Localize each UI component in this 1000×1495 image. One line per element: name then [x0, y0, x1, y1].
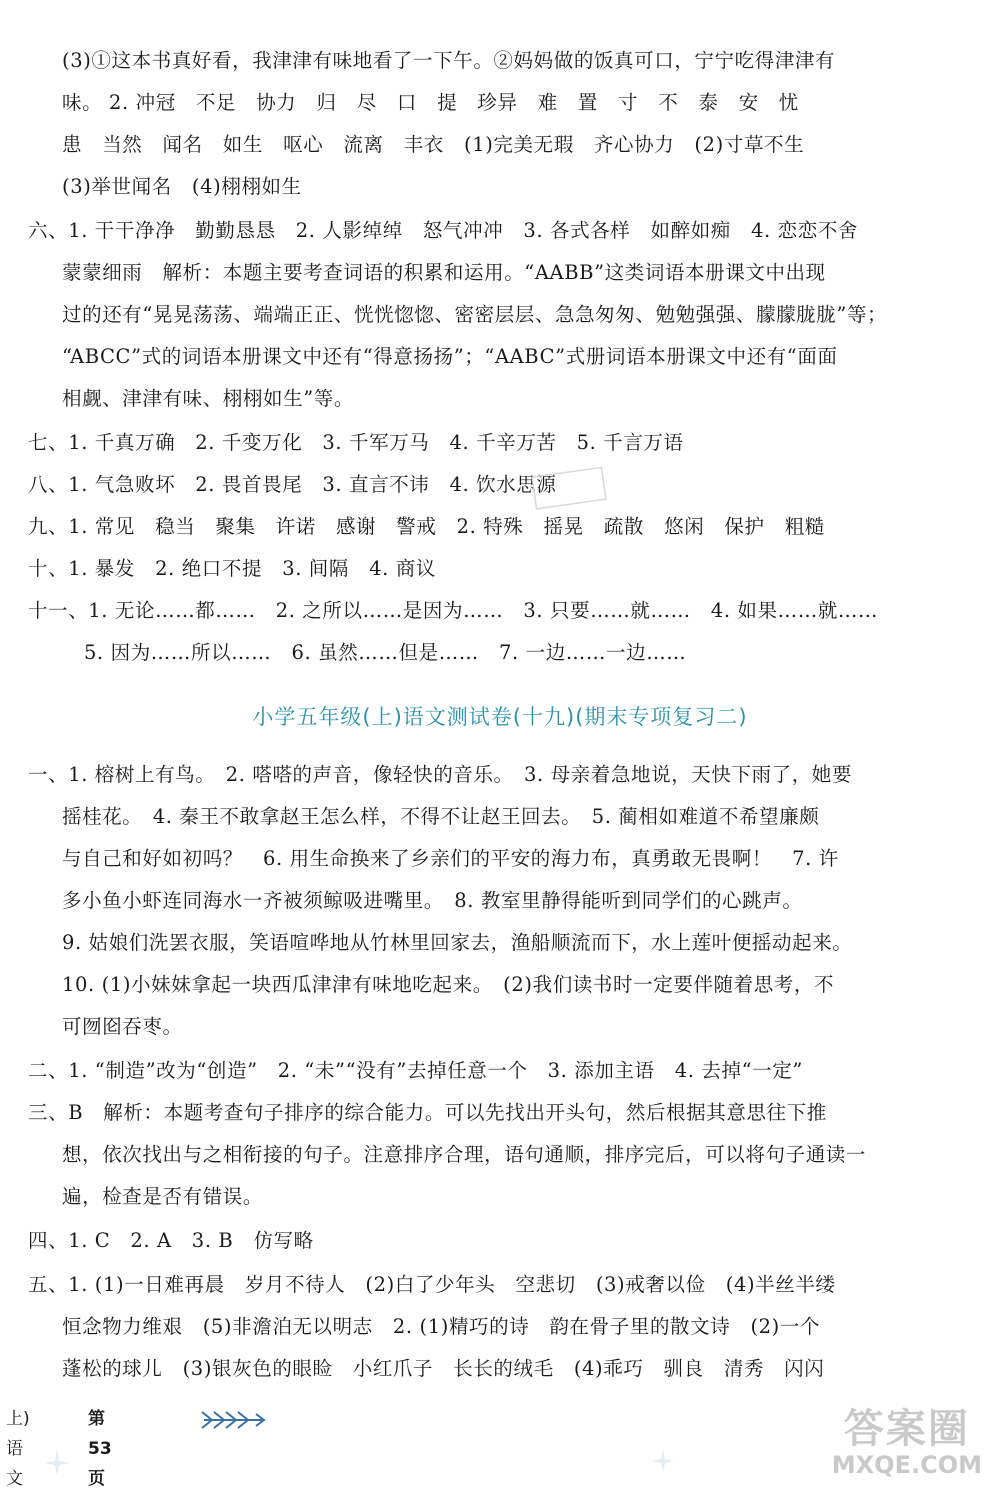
section-five: 五、1. (1)一日难再晨 岁月不待人 (2)白了少年头 空悲切 (3)戒奢以俭 (4)半丝半缕 — [28, 1273, 836, 1296]
text-line: (3)①这本书真好看，我津津有味地看了一下午。②妈妈做的饭真可口，宁宁吃得津津有 — [62, 49, 836, 72]
text-line: 遍，检查是否有错误。 — [62, 1185, 264, 1208]
text-line: 摇桂花。 4. 秦王不敢拿赵王怎么样，不得不让赵王回去。 5. 蔺相如难道不希望廉颇 — [62, 805, 820, 828]
text-line: 蓬松的球儿 (3)银灰色的眼睑 小红爪子 长长的绒毛 (4)乖巧 驯良 清秀 闪闪 — [62, 1357, 825, 1380]
text-line: 5. 因为……所以…… 6. 虽然……但是…… 7. 一边……一边…… — [84, 641, 687, 664]
text-line: 可囫囵吞枣。 — [62, 1015, 183, 1038]
section-one: 一、1. 榕树上有鸟。 2. 嗒嗒的声音，像轻快的音乐。 3. 母亲着急地说，天快下雨了，她要 — [28, 763, 853, 786]
text-line: 患 当然 闻名 如生 呕心 流离 丰衣 (1)完美无瑕 齐心协力 (2)寸草不生 — [62, 133, 805, 156]
section-eleven: 十一、1. 无论……都…… 2. 之所以……是因为…… 3. 只要……就…… 4. 如果……就…… — [28, 599, 879, 622]
section-ten: 十、1. 暴发 2. 绝口不提 3. 间隔 4. 商议 — [28, 557, 436, 580]
arrows-icon — [200, 1408, 270, 1432]
sparkle-icon — [42, 1448, 72, 1478]
text-line: “ABCC”式的词语本册课文中还有“得意扬扬”；“AABC”式册词语本册课文中还有“面面 — [62, 345, 838, 368]
text-line: 9. 姑娘们洗罢衣服，笑语喧哗地从竹林里回家去，渔船顺流而下，水上莲叶便摇动起来。 — [62, 931, 853, 954]
text-line: 过的还有“晃晃荡荡、端端正正、恍恍惚惚、密密层层、急急匆匆、勉勉强强、朦朦胧胧”等； — [62, 303, 888, 326]
watermark-logo: 答案圈 — [843, 1406, 970, 1452]
text-line: 相觑、津津有味、栩栩如生”等。 — [62, 387, 354, 410]
section-four: 四、1. C 2. A 3. B 仿写略 — [28, 1229, 314, 1252]
text-line: 多小鱼小虾连同海水一齐被须鲸吸进嘴里。 8. 教室里静得能听到同学们的心跳声。 — [62, 889, 803, 912]
text-line: 想，依次找出与之相衔接的句子。注意排序合理，语句通顺，排序完后，可以将句子通读一 — [62, 1143, 867, 1166]
section-three: 三、B 解析：本题考查句子排序的综合能力。可以先找出开头句，然后根据其意思往下推 — [28, 1101, 827, 1124]
text-line: 与自己和好如初吗？ 6. 用生命换来了乡亲们的平安的海力布，真勇敢无畏啊！ 7. 许 — [62, 847, 839, 870]
text-line: (3)举世闻名 (4)栩栩如生 — [62, 175, 302, 198]
stamp-icon — [530, 466, 610, 512]
watermark-url: MXQE.COM — [831, 1451, 982, 1479]
section-two: 二、1. “制造”改为“创造” 2. “未”“没有”去掉任意一个 3. 添加主语 4. 去掉“一定” — [28, 1059, 803, 1082]
sparkle-icon — [650, 1448, 676, 1474]
watermark — [832, 1407, 982, 1479]
footer-subject: 上)语文 — [6, 1409, 30, 1489]
section-six: 六、1. 干干净净 勤勤恳恳 2. 人影绰绰 怒气冲冲 3. 各式各样 如醉如痴 4. 恋恋不舍 — [28, 219, 859, 242]
page-number: 第 53 页 — [88, 1409, 112, 1489]
text-line: 味。 2. 冲冠 不足 协力 归 尽 口 提 珍异 难 置 寸 不 泰 安 忧 — [62, 91, 799, 114]
text-line: 恒念物力维艰 (5)非澹泊无以明志 2. (1)精巧的诗 韵在骨子里的散文诗 (2)一个 — [62, 1315, 821, 1338]
text-line: 10. (1)小妹妹拿起一块西瓜津津有味地吃起来。 (2)我们读书时一定要伴随着思考，不 — [62, 973, 835, 996]
text-line: 蒙蒙细雨 解析：本题主要考查词语的积累和运用。“AABB”这类词语本册课文中出现 — [62, 261, 826, 284]
section-nine: 九、1. 常见 稳当 聚集 许诺 感谢 警戒 2. 特殊 摇晃 疏散 悠闲 保护 粗糙 — [28, 515, 825, 538]
section-seven: 七、1. 千真万确 2. 千变万化 3. 千军万马 4. 千辛万苦 5. 千言万语 — [28, 431, 684, 454]
section-eight: 八、1. 气急败坏 2. 畏首畏尾 3. 直言不讳 4. 饮水思源 — [28, 473, 557, 496]
test-title: 小学五年级(上)语文测试卷(十九)(期末专项复习二) — [252, 705, 748, 729]
